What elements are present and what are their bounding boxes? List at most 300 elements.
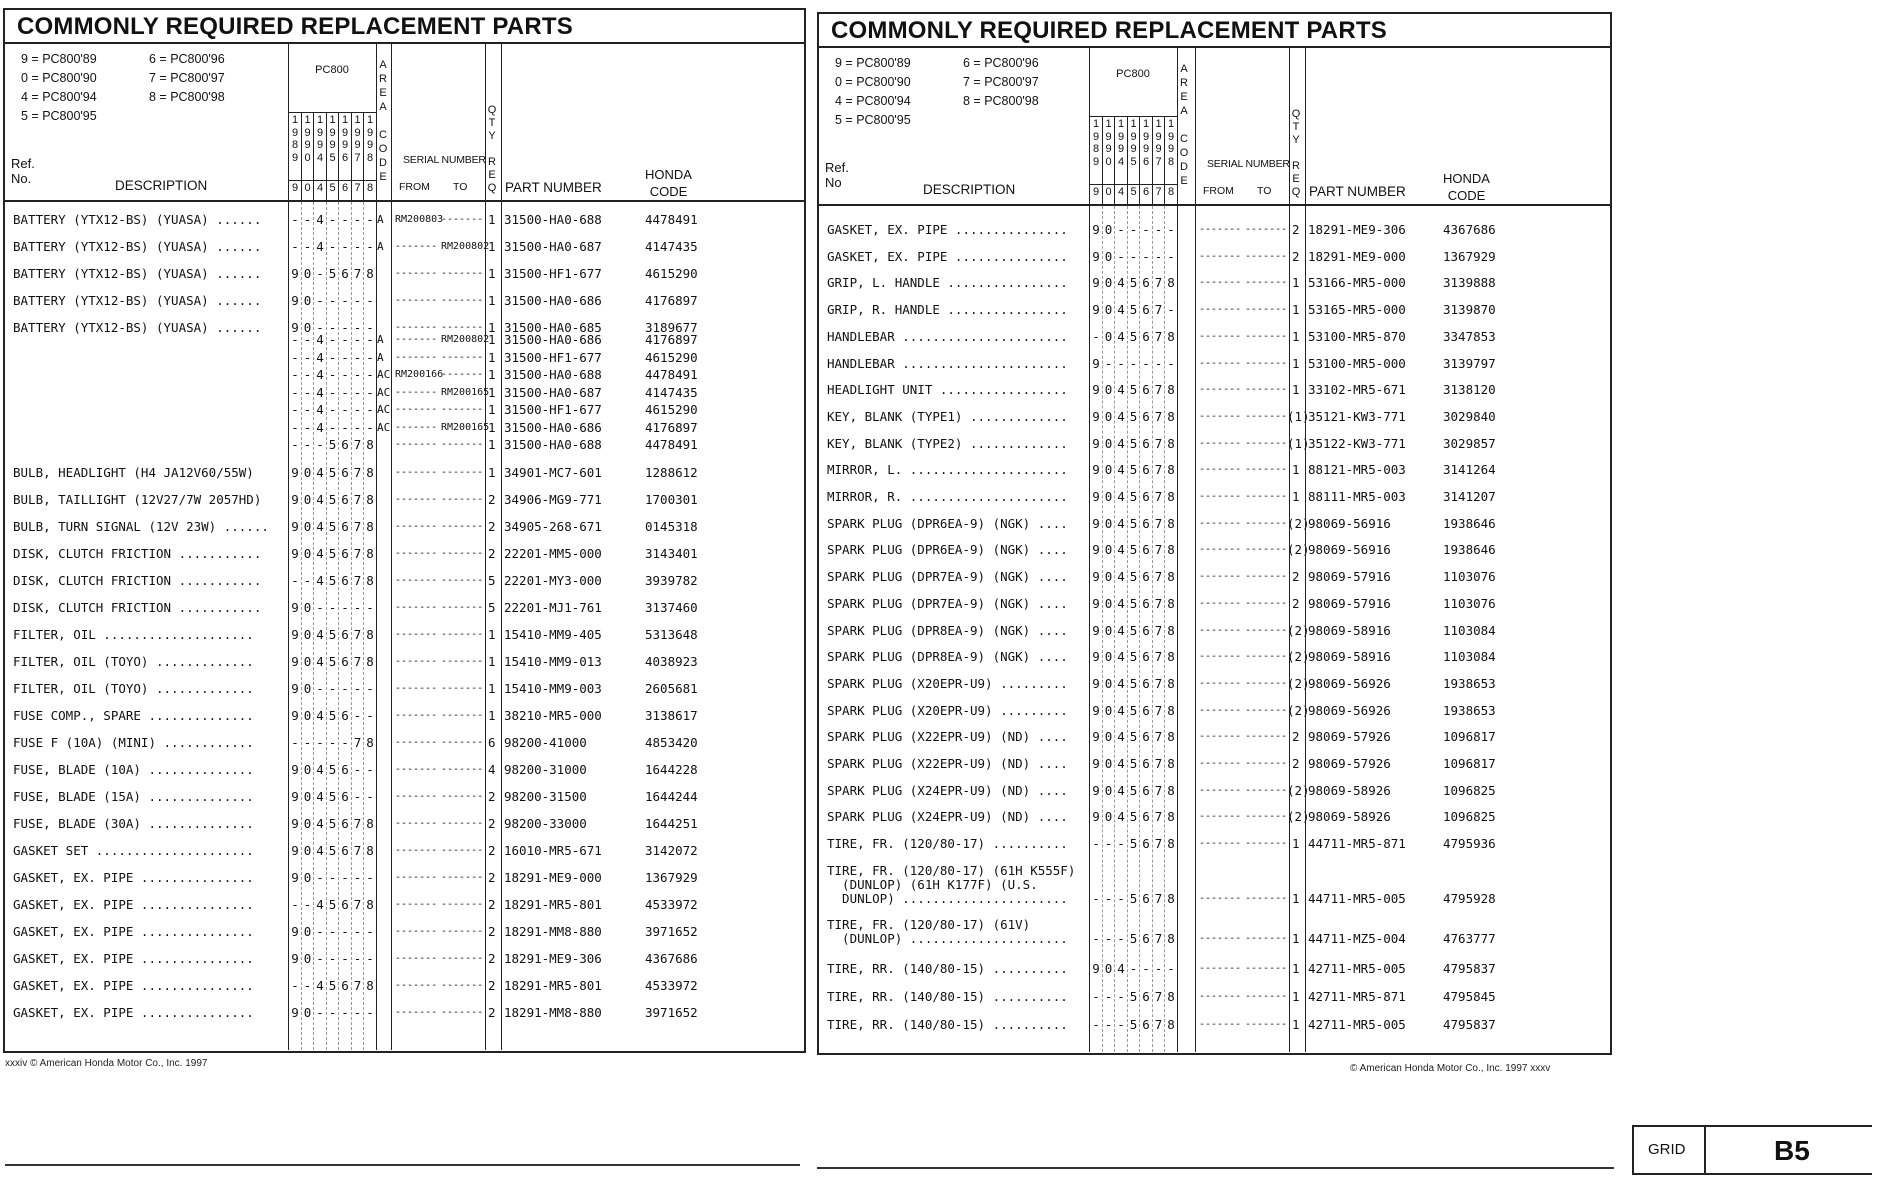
year-availability: 5 [328, 437, 337, 452]
part-number: 42711-MR5-005 [1308, 1016, 1406, 1032]
part-number: 98069-56926 [1308, 675, 1391, 691]
part-number: 22201-MJ1-761 [504, 600, 602, 615]
year-code: 5 [329, 182, 336, 194]
year-availability: 5 [1129, 809, 1138, 825]
year-availability: - [316, 293, 324, 308]
part-number: 31500-HA0-688 [504, 367, 602, 382]
year-availability: 4 [316, 816, 324, 831]
year-digit: 9 [304, 126, 311, 139]
year-digits [1128, 118, 1140, 168]
year-availability: 9 [1092, 355, 1100, 371]
year-availability: - [341, 951, 349, 966]
year-availability: 6 [341, 465, 349, 480]
serial-from: ------- [1199, 571, 1242, 583]
year-availability: 9 [291, 789, 299, 804]
code-label: CODE [1447, 188, 1486, 203]
serial-to: ------- [1245, 932, 1288, 944]
part-description: SPARK PLUG (X20EPR-U9) ......... [827, 702, 1068, 718]
legend-entry: 7 = PC800'97 [149, 71, 225, 85]
serial-from: ------- [1199, 990, 1242, 1002]
year-availability: 9 [291, 654, 299, 669]
year-digit: 9 [1117, 130, 1125, 143]
year-column-divider [363, 202, 364, 1050]
legend-entry [963, 111, 1091, 130]
qty-letter: Q [487, 104, 497, 116]
qty-letter: Q [1291, 186, 1301, 198]
part-number: 98069-56916 [1308, 542, 1391, 558]
honda-code: 3971652 [645, 924, 698, 939]
part-description: (DUNLOP) ..................... [827, 930, 1068, 946]
year-availability: 0 [1104, 302, 1113, 318]
serial-to: ------- [1245, 384, 1288, 396]
quantity: 2 [1292, 222, 1300, 237]
year-digit: 9 [329, 139, 336, 151]
area-letter: A [1180, 63, 1188, 75]
year-availability: 5 [1129, 988, 1138, 1004]
serial-to: ------- [1245, 571, 1288, 583]
year-availability: 6 [1142, 595, 1150, 611]
year-availability: 0 [303, 293, 312, 308]
year-availability: 9 [1092, 248, 1100, 264]
year-availability: 6 [341, 519, 349, 534]
year-availability: 4 [316, 978, 324, 993]
part-number: 98069-58926 [1308, 809, 1391, 825]
part-number: 98200-33000 [504, 816, 587, 831]
serial-from: ------- [395, 439, 438, 450]
year-availability: 7 [353, 546, 362, 561]
year-availability: 7 [1154, 782, 1163, 798]
year-availability: - [353, 789, 362, 804]
legend-row [835, 111, 1091, 130]
year-digit: 9 [1130, 143, 1137, 155]
part-description: BATTERY (YTX12-BS) (YUASA) ...... [13, 320, 262, 335]
quantity: 1 [1292, 355, 1300, 371]
year-availability: 6 [341, 816, 349, 831]
serial-from: ------- [1199, 624, 1242, 636]
part-description: FILTER, OIL .................... [13, 627, 254, 642]
quantity: 1 [488, 239, 496, 254]
year-availability: - [328, 293, 337, 308]
serial-from: ------- [395, 899, 438, 910]
year-availability: 0 [303, 924, 312, 939]
serial-to: ------- [1245, 1018, 1288, 1030]
honda-code: 4533972 [645, 897, 698, 912]
quantity: 1 [1292, 302, 1300, 318]
year-availability: - [353, 681, 362, 696]
year-availability: 5 [1129, 542, 1138, 558]
quantity: 4 [488, 762, 496, 777]
year-availability: - [291, 349, 299, 365]
serial-to: ------- [1245, 704, 1288, 716]
part-description: BULB, HEADLIGHT (H4 JA12V60/55W) [13, 465, 254, 480]
year-availability: 0 [303, 870, 312, 885]
year-availability: - [303, 735, 312, 750]
part-description: BATTERY (YTX12-BS) (YUASA) ...... [13, 212, 262, 227]
serial-to: ------- [441, 899, 484, 910]
year-digit: 0 [1105, 155, 1112, 168]
part-description: BATTERY (YTX12-BS) (YUASA) ...... [13, 293, 262, 308]
year-digit: 8 [291, 139, 299, 151]
legend-entry: 0 = PC800'90 [21, 71, 97, 85]
year-availability: - [303, 367, 312, 382]
year-availability: 9 [291, 1005, 299, 1020]
serial-to: ------- [1245, 731, 1288, 743]
part-description: DISK, CLUTCH FRICTION ........... [13, 546, 262, 561]
year-availability: - [353, 239, 362, 254]
year-availability: 8 [366, 735, 374, 750]
column-divider [1195, 206, 1196, 1052]
year-digit: 0 [304, 151, 311, 164]
serial-from: ------- [1199, 384, 1242, 396]
honda-code: 4615290 [645, 266, 698, 281]
year-availability: 4 [1117, 302, 1125, 318]
honda-code: 4763777 [1443, 930, 1496, 946]
year-availability: 4 [316, 762, 324, 777]
year-availability: 7 [353, 843, 362, 858]
part-description: TIRE, FR. (120/80-17) (61H K555F) [827, 862, 1076, 878]
honda-code-header [645, 166, 692, 200]
year-availability: 5 [328, 492, 337, 507]
quantity: 6 [488, 735, 496, 750]
honda-code: 4615290 [645, 349, 698, 365]
serial-to: ------- [1245, 410, 1288, 422]
year-availability: 4 [316, 465, 324, 480]
part-number: 98069-57926 [1308, 729, 1391, 745]
year-availability: - [366, 367, 374, 382]
honda-code: 5313648 [645, 627, 698, 642]
year-availability: 6 [1142, 462, 1150, 478]
year-availability: - [366, 212, 374, 227]
year-availability: 0 [1104, 649, 1113, 665]
year-column-divider [1139, 206, 1140, 1052]
year-availability: 6 [341, 708, 349, 723]
year-availability: 8 [1167, 756, 1175, 771]
year-availability: 6 [1142, 382, 1150, 398]
year-availability: - [1129, 222, 1138, 237]
honda-code: 3141207 [1443, 489, 1496, 504]
year-digit: 1 [1117, 118, 1125, 130]
year-availability: - [1117, 930, 1125, 946]
part-number-header: PART NUMBER [1309, 184, 1406, 199]
serial-to: ------- [441, 872, 484, 883]
year-availability: 5 [328, 789, 337, 804]
year-availability: 7 [353, 519, 362, 534]
year-availability: - [1104, 836, 1113, 852]
serial-from: ------- [395, 322, 438, 333]
year-availability: - [1129, 248, 1138, 264]
quantity: 2 [1292, 248, 1300, 264]
part-number: 33102-MR5-671 [1308, 382, 1406, 398]
year-availability: - [1167, 248, 1175, 264]
year-availability: 4 [1117, 489, 1125, 504]
quantity: 1 [1292, 489, 1300, 504]
year-availability: 8 [1167, 489, 1175, 504]
honda-code: 3142072 [645, 843, 698, 858]
quantity: 2 [1292, 756, 1300, 771]
year-code: 8 [1167, 186, 1175, 198]
year-availability: - [328, 600, 337, 615]
year-availability: 4 [1117, 702, 1125, 718]
no-label: No. [11, 171, 32, 186]
serial-to: ------- [441, 818, 484, 829]
year-availability: - [366, 332, 374, 347]
year-availability: 5 [1129, 408, 1138, 424]
year-code: 5 [1130, 186, 1137, 198]
serial-from: ------- [1199, 704, 1242, 716]
year-column-divider [1102, 206, 1103, 1052]
part-description: GRIP, R. HANDLE ................ [827, 302, 1068, 318]
serial-from: ------- [395, 494, 438, 505]
serial-from: ------- [1199, 838, 1242, 850]
year-availability: 7 [1154, 462, 1163, 478]
part-description: TIRE, RR. (140/80-15) .......... [827, 1016, 1068, 1032]
year-availability: - [1167, 960, 1175, 976]
year-availability: 4 [1117, 408, 1125, 424]
year-availability: 8 [366, 492, 374, 507]
year-availability: 6 [1142, 515, 1150, 531]
honda-code: 1103084 [1443, 649, 1496, 665]
year-availability: - [341, 419, 349, 435]
to-header: TO [1257, 185, 1272, 197]
quantity: (2) [1287, 649, 1310, 665]
year-availability: - [328, 951, 337, 966]
year-availability: 5 [328, 708, 337, 723]
year-availability: 7 [353, 816, 362, 831]
quantity: 1 [1292, 275, 1300, 291]
year-availability: 4 [1117, 435, 1125, 451]
year-availability: - [303, 349, 312, 365]
quantity: 1 [488, 293, 496, 308]
honda-code: 4147435 [645, 239, 698, 254]
year-availability: 5 [1129, 702, 1138, 718]
year-availability: - [303, 897, 312, 912]
quantity: 1 [488, 465, 496, 480]
serial-from: ------- [1199, 784, 1242, 796]
year-availability: - [1142, 248, 1150, 264]
qty-letter: E [1292, 173, 1300, 185]
year-availability: 0 [303, 654, 312, 669]
year-availability: 7 [353, 492, 362, 507]
area-letter: R [1180, 77, 1188, 89]
part-number: 18291-MM8-880 [504, 924, 602, 939]
year-availability: 0 [1104, 756, 1113, 771]
area-code: A [377, 333, 384, 346]
year-availability: 8 [1167, 515, 1175, 531]
serial-from: ------- [1199, 491, 1242, 502]
year-availability: 9 [1092, 222, 1100, 237]
year-availability: 0 [1104, 782, 1113, 798]
year-availability: 4 [316, 239, 324, 254]
year-availability: 9 [1092, 489, 1100, 504]
year-availability: 4 [316, 384, 324, 400]
part-description: HANDLEBAR ...................... [827, 328, 1068, 344]
year-digit: 5 [1130, 155, 1137, 168]
honda-code: 3138617 [645, 708, 698, 723]
year-availability: 8 [1167, 622, 1175, 638]
year-availability: 7 [1154, 988, 1163, 1004]
quantity: 1 [488, 320, 496, 335]
quantity: 1 [488, 384, 496, 400]
year-availability: 8 [1167, 595, 1175, 611]
part-number: 53166-MR5-000 [1308, 275, 1406, 291]
year-availability: 0 [1104, 542, 1113, 558]
part-number: 31500-HA0-686 [504, 293, 602, 308]
year-availability: - [341, 924, 349, 939]
year-availability: 0 [1104, 515, 1113, 531]
year-availability: - [316, 600, 324, 615]
area-code: A [377, 213, 384, 226]
serial-to: ------- [441, 845, 484, 856]
year-digit: 9 [341, 126, 349, 139]
year-digit: 7 [1155, 155, 1162, 168]
year-digit: 7 [354, 151, 361, 164]
serial-from: ------- [395, 791, 438, 802]
year-availability: - [353, 320, 362, 335]
year-availability: - [366, 681, 374, 696]
year-digit: 9 [366, 126, 374, 139]
part-description: FILTER, OIL (TOYO) ............. [13, 681, 254, 696]
year-availability: 8 [366, 573, 374, 588]
year-availability: 0 [303, 546, 312, 561]
year-availability: 4 [1117, 809, 1125, 825]
year-availability: - [316, 870, 324, 885]
year-column-divider [1164, 206, 1165, 1052]
area-letter: O [1179, 147, 1189, 159]
serial-to: ------- [1245, 517, 1288, 529]
honda-code: 4478491 [645, 437, 698, 452]
area-letter: O [378, 143, 388, 155]
serial-from: ------- [1199, 932, 1242, 944]
year-availability: 9 [291, 924, 299, 939]
serial-to: ------- [1245, 224, 1288, 235]
year-availability: - [303, 402, 312, 417]
year-availability: 9 [1092, 960, 1100, 976]
qty-letter: Y [1292, 134, 1300, 146]
year-digit: 9 [1167, 143, 1175, 155]
year-digit: 1 [1167, 118, 1175, 130]
year-availability: 6 [341, 654, 349, 669]
year-availability: - [1117, 836, 1125, 852]
column-divider [1305, 206, 1306, 1052]
area-letter: E [379, 87, 387, 99]
part-description: GASKET, EX. PIPE ............... [13, 870, 254, 885]
right-page [817, 12, 1612, 1055]
year-availability: 5 [328, 843, 337, 858]
serial-to: RM200165 [441, 421, 490, 433]
honda-code: 1103076 [1443, 569, 1496, 585]
honda-code: 3143401 [645, 546, 698, 561]
year-availability: - [1129, 355, 1138, 371]
qty-header [486, 104, 498, 195]
year-availability: - [1104, 890, 1113, 906]
year-digit: 9 [291, 126, 299, 139]
year-availability: 4 [1117, 275, 1125, 291]
year-availability: - [341, 870, 349, 885]
year-availability: - [1117, 890, 1125, 906]
year-digit: 1 [1142, 118, 1150, 130]
year-availability: 7 [353, 573, 362, 588]
quantity: 1 [1292, 960, 1300, 976]
year-availability: 5 [1129, 756, 1138, 771]
year-availability: 7 [1154, 275, 1163, 291]
year-digit: 9 [1105, 143, 1112, 155]
year-availability: 7 [353, 735, 362, 750]
year-availability: - [1167, 355, 1175, 371]
year-availability: - [316, 681, 324, 696]
year-availability: 7 [1154, 515, 1163, 531]
year-digit: 9 [341, 139, 349, 151]
year-availability: 6 [341, 978, 349, 993]
legend-entry: 5 = PC800'95 [21, 109, 97, 123]
quantity: 2 [488, 870, 496, 885]
serial-from: ------- [1199, 464, 1242, 476]
honda-code: 4795928 [1443, 890, 1496, 906]
year-availability: 6 [341, 627, 349, 642]
year-digit: 1 [366, 114, 374, 126]
part-number: 18291-ME9-000 [504, 870, 602, 885]
year-availability: - [341, 332, 349, 347]
year-column-divider [1127, 206, 1128, 1052]
serial-from: ------- [1199, 517, 1242, 529]
quantity: 2 [1292, 595, 1300, 611]
year-availability: 7 [1154, 702, 1163, 718]
serial-to: RM200802 [441, 241, 490, 252]
quantity: (1) [1287, 435, 1310, 451]
year-availability: 7 [1154, 382, 1163, 398]
year-digit: 9 [1155, 143, 1162, 155]
serial-from: ------- [395, 764, 438, 775]
honda-code: 3137460 [645, 600, 698, 615]
part-number: 98200-31500 [504, 789, 587, 804]
serial-to: RM200165 [441, 386, 490, 398]
year-availability: - [366, 951, 374, 966]
honda-code: 4795936 [1443, 836, 1496, 852]
quantity: 1 [1292, 836, 1300, 852]
year-digit: 9 [329, 126, 336, 139]
serial-from: ------- [395, 386, 438, 398]
honda-code: 3138120 [1443, 382, 1496, 398]
quantity: 2 [488, 951, 496, 966]
quantity: 1 [488, 349, 496, 365]
year-availability: 4 [316, 573, 324, 588]
quantity: 2 [488, 924, 496, 939]
quantity: 1 [1292, 382, 1300, 398]
year-digit: 8 [1167, 155, 1175, 168]
year-availability: 0 [303, 1005, 312, 1020]
year-availability: - [366, 320, 374, 335]
serial-to: ------- [1245, 811, 1288, 823]
year-digit: 9 [316, 139, 324, 151]
year-digit: 9 [366, 139, 374, 151]
year-digit: 1 [304, 114, 311, 126]
year-availability: 6 [341, 789, 349, 804]
year-code: 9 [1092, 186, 1100, 198]
year-availability: 8 [1167, 649, 1175, 665]
serial-from: ------- [1199, 962, 1242, 974]
serial-to: ------- [1245, 838, 1288, 850]
serial-to: ------- [441, 602, 484, 613]
quantity: 5 [488, 600, 496, 615]
model-header: PC800 [315, 64, 349, 76]
serial-from: ------- [1199, 277, 1242, 289]
serial-from: ------- [1199, 651, 1242, 663]
year-availability: 0 [303, 762, 312, 777]
year-availability: - [1092, 328, 1100, 344]
ref-no-header [11, 156, 35, 186]
serial-to: ------- [441, 439, 484, 450]
part-number: 31500-HA0-685 [504, 320, 602, 335]
year-availability: 6 [1142, 702, 1150, 718]
